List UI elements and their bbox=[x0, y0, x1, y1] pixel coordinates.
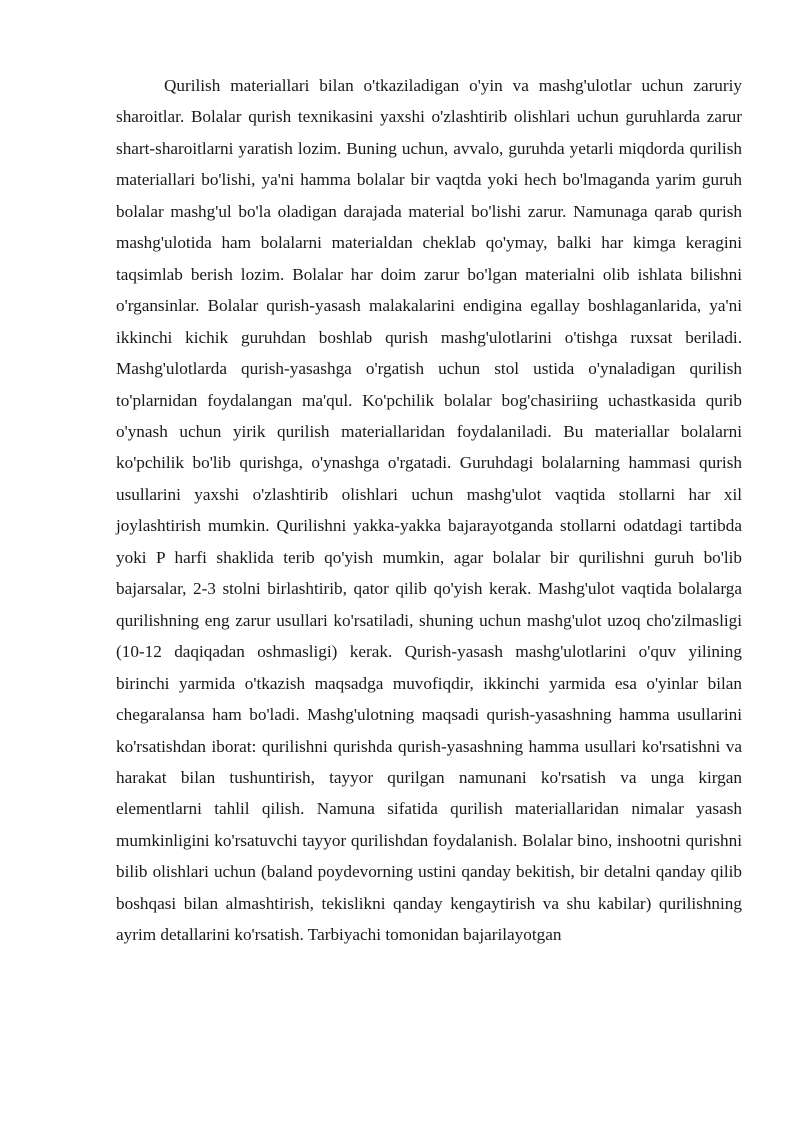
body-paragraph: Qurilish materiallari bilan o'tkaziladigan o'yin va mashg'ulotlar uchun zaruriy sharoitlar. Bolalar qurish texnikasini yaxshi o'zlashtirib olishlari uchun guruhlarda zarur shart-sharoitlarni yaratish lozim. Buning uchun, avvalo, guruhda yetarli miqdorda qurilish materiallari bo'lishi, ya'ni hamma bolalar bir vaqtda yoki hech bo'lmaganda yarim guruh bolalar mashg'ul bo'la oladigan darajada material bo'lishi zarur. Namunaga qarab qurish mashg'ulotida ham bolalarni materialdan cheklab qo'ymay, balki har kimga keragini taqsimlab berish lozim. Bolalar har doim zarur bo'lgan materialni olib ishlata bilishni o'rgansinlar. Bolalar qurish-yasash malakalarini endigina egallay boshlaganlarida, ya'ni ikkinchi kichik guruhdan boshlab qurish mashg'ulotlarini o'tishga ruxsat beriladi. Mashg'ulotlarda qurish-yasashga o'rgatish uchun stol ustida o'ynaladigan qurilish to'plarnidan foydalangan ma'qul. Ko'pchilik bolalar bog'chasiriing uchastkasida qurib o'ynash uchun yirik qurilish materiallaridan foydalaniladi. Bu materiallar bolalarni ko'pchilik bo'lib qurishga, o'ynashga o'rgatadi. Guruhdagi bolalarning hammasi qurish usullarini yaxshi o'zlashtirib olishlari uchun mashg'ulot vaqtida stollarni har xil joylashtirish mumkin. Qurilishni yakka-yakka bajarayotganda stollarni odatdagi tartibda yoki P harfi shaklida terib qo'yish mumkin, agar bolalar bir qurilishni guruh bo'lib bajarsalar, 2-3 stolni birlashtirib, qator qilib qo'yish kerak. Mashg'ulot vaqtida bolalarga qurilishning eng zarur usullari ko'rsatiladi, shuning uchun mashg'ulot uzoq cho'zilmasligi (10-12 daqiqadan oshmasligi) kerak. Qurish-yasash mashg'ulotlarini o'quv yilining birinchi yarmida o'tkazish maqsadga muvofiqdir, ikkinchi yarmida esa o'yinlar bilan chegaralansa ham bo'ladi. Mashg'ulotning maqsadi qurish-yasashning hamma usullarini ko'rsatishdan iborat: qurilishni qurishda qurish-yasashning hamma usullari ko'rsatishni va harakat bilan tushuntirish, tayyor qurilgan namunani ko'rsatish va unga kirgan elementlarni tahlil qilish. Namuna sifatida qurilish materiallaridan nimalar yasash mumkinligini ko'rsatuvchi tayyor qurilishdan foydalanish. Bolalar bino, inshootni qurishni bilib olishlari uchun (baland poydevorning ustini qanday bekitish, bir detalni qanday qilib boshqasi bilan almashtirish, tekislikni qanday kengaytirish va shu kabilar) qurilishning ayrim detallarini ko'rsatish. Tarbiyachi tomonidan bajarilayotgan bbox=[116, 76, 742, 945]
